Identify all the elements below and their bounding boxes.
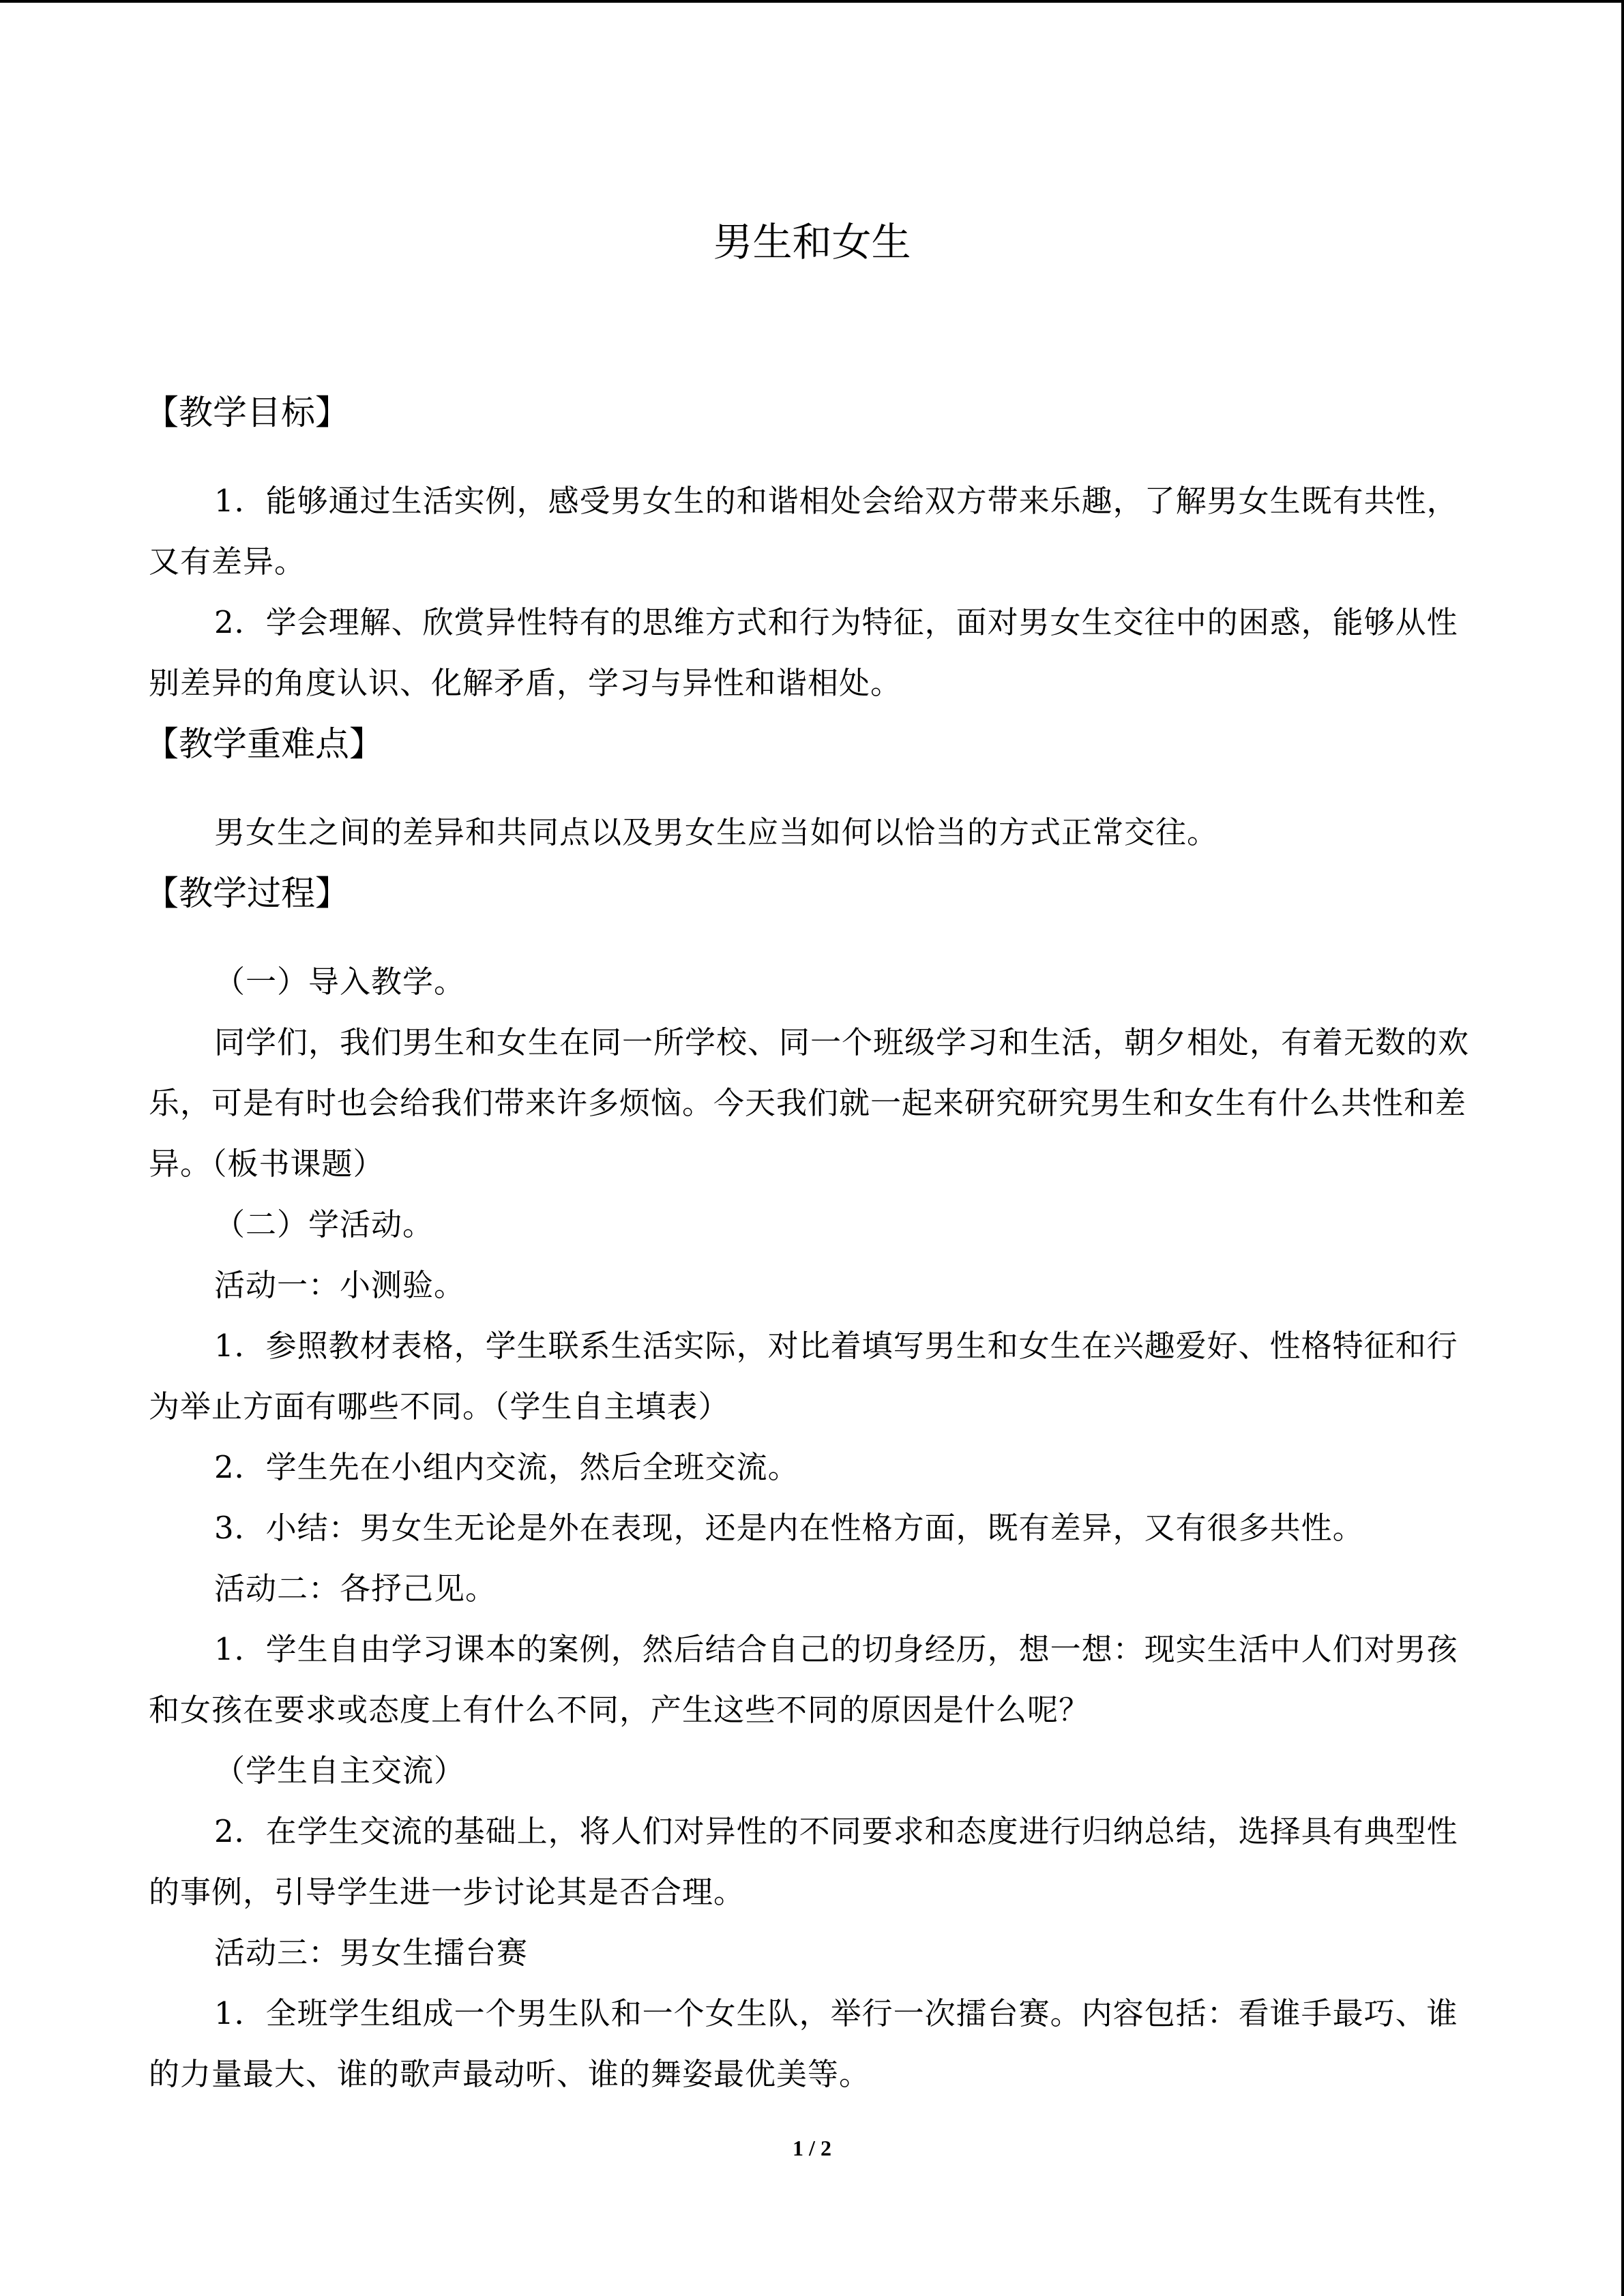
- page-border-right: [1621, 0, 1624, 2296]
- process-paragraph-8: 活动二：各抒己见。: [214, 1570, 497, 1607]
- process-paragraph-9: 1．学生自由学习课本的案例，然后结合自己的切身经历，想一想：现实生活中人们对男孩和女孩在要求或态度上有什么不同，产生这些不同的原因是什么呢？: [149, 1631, 1458, 1728]
- goals-paragraph-2: 2．学会理解、欣赏异性特有的思维方式和行为特征，面对男女生交往中的困惑，能够从性别差异的角度认识、化解矛盾，学习与异性和谐相处。: [149, 604, 1458, 701]
- process-paragraph-12: 活动三：男女生擂台赛: [214, 1935, 529, 1971]
- page-border-top: [0, 0, 1624, 3]
- key-points-paragraph-1: 男女生之间的差异和共同点以及男女生应当如何以恰当的方式正常交往。: [214, 814, 1219, 850]
- document-body: [145, 382, 1473, 2104]
- page-number: 1 / 2: [793, 2136, 831, 2160]
- section-heading-goals: 【教学目标】: [145, 393, 349, 432]
- document-title: 男生和女生: [713, 219, 911, 265]
- section-heading-key-points: 【教学重难点】: [145, 724, 383, 764]
- process-paragraph-13: 1．全班学生组成一个男生队和一个女生队，举行一次擂台赛。内容包括：看谁手最巧、谁的力量最大、谁的歌声最动听、谁的舞姿最优美等。: [149, 1995, 1458, 2092]
- section-heading-process: 【教学过程】: [145, 874, 349, 913]
- process-paragraph-4: 活动一：小测验。: [214, 1267, 466, 1303]
- process-paragraph-3: （二）学活动。: [214, 1206, 434, 1242]
- goals-paragraph-1: 1．能够通过生活实例，感受男女生的和谐相处会给双方带来乐趣，了解男女生既有共性，又有差异。: [149, 483, 1458, 580]
- process-paragraph-10: （学生自主交流）: [214, 1753, 466, 1789]
- process-paragraph-11: 2．在学生交流的基础上，将人们对异性的不同要求和态度进行归纳总结，选择具有典型性的事例，引导学生进一步讨论其是否合理。: [149, 1813, 1458, 1910]
- process-paragraph-5: 1．参照教材表格，学生联系生活实际，对比着填写男生和女生在兴趣爱好、性格特征和行为举止方面有哪些不同。（学生自主填表）: [149, 1328, 1458, 1425]
- process-paragraph-6: 2．学生先在小组内交流，然后全班交流。: [214, 1449, 799, 1485]
- process-paragraph-7: 3．小结：男女生无论是外在表现，还是内在性格方面，既有差异，又有很多共性。: [214, 1510, 1364, 1546]
- process-paragraph-1: （一）导入教学。: [214, 964, 466, 1000]
- process-paragraph-2: 同学们，我们男生和女生在同一所学校、同一个班级学习和生活，朝夕相处，有着无数的欢乐，可是有时也会给我们带来许多烦恼。今天我们就一起来研究研究男生和女生有什么共性和差异。（板书课题）: [149, 1024, 1470, 1182]
